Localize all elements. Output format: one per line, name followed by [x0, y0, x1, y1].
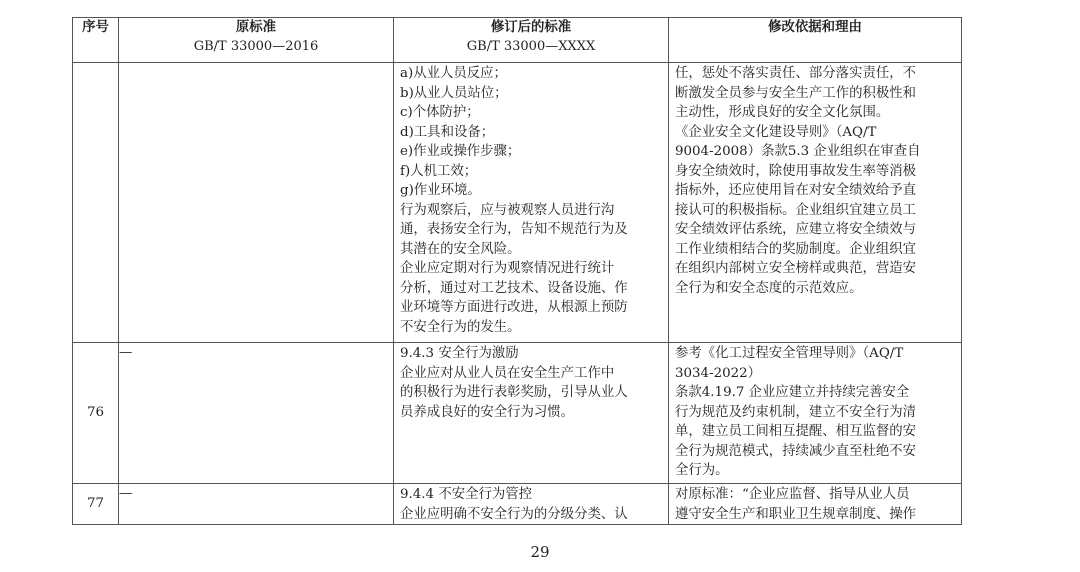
row-number: 76	[73, 343, 119, 484]
header-serial-number: 序号	[73, 18, 119, 63]
text-line: 接认可的积极指标。企业组织宜建立员工	[675, 202, 917, 218]
text-line: 9004-2008）条款5.3 企业组织在审查自	[675, 144, 921, 159]
text-line: 断激发全员参与安全生产工作的积极性和	[675, 85, 917, 101]
reason-cell	[669, 63, 962, 343]
text-line: 参考《化工过程安全管理导则》（AQ/T	[675, 346, 904, 361]
text-line: 3034-2022）	[675, 365, 762, 381]
text-line: 其潜在的安全风险。	[400, 241, 521, 257]
text-line: 行为规范及约束机制，建立不安全行为清	[675, 404, 917, 420]
reason-cell	[669, 343, 962, 484]
header-revised-title: 修订后的标准	[490, 20, 572, 35]
text-line: 9.4.4 不安全行为管控	[400, 487, 533, 502]
text-line: 企业应定期对行为观察情况进行统计	[400, 261, 615, 276]
text-line: 工作业绩相结合的奖励制度。企业组织宜	[675, 241, 917, 257]
text-line: 行为观察后，应与被观察人员进行沟	[400, 202, 615, 218]
standards-comparison-table	[72, 17, 962, 525]
reason-cell	[669, 484, 962, 525]
original-cell: —	[119, 343, 394, 484]
table-row	[73, 63, 962, 343]
table-row	[73, 343, 962, 484]
original-cell: —	[119, 484, 394, 525]
text-line: 全行为。	[675, 463, 729, 478]
text-line: 全行为规范模式，持续减少直至杜绝不安	[675, 443, 917, 459]
text-line: 分析，通过对工艺技术、设备设施、作	[400, 280, 628, 296]
header-revised-standard	[394, 18, 669, 63]
text-line: 企业应对从业人员在安全生产工作中	[400, 365, 615, 381]
text-line: 条款4.19.7 企业应建立并持续完善安全	[675, 385, 910, 400]
text-line: 对原标准：“企业应监督、指导从业人员	[675, 487, 910, 502]
text-line: 全行为和安全态度的示范效应。	[675, 280, 863, 296]
text-line: a)从业人员反应；	[400, 66, 507, 81]
text-line: 业环境等方面进行改进，从根源上预防	[400, 300, 628, 315]
table-row	[73, 484, 962, 525]
text-line: 主动性，形成良好的安全文化氛围。	[675, 105, 890, 120]
text-line: 员养成良好的安全行为习惯。	[400, 404, 575, 420]
reason-text	[669, 343, 961, 481]
revised-cell	[394, 343, 669, 484]
text-line: 的积极行为进行表彰奖励，引导从业人	[400, 385, 628, 400]
text-line: g)作业环境。	[400, 183, 481, 198]
row-number: 77	[73, 484, 119, 525]
header-original-title: 原标准	[235, 20, 277, 35]
revised-cell	[394, 484, 669, 525]
text-line: 不安全行为的发生。	[400, 319, 521, 335]
row-number	[73, 63, 119, 343]
text-line: 单，建立员工间相互提醒、相互监督的安	[675, 424, 917, 439]
page-number: 29	[530, 543, 550, 561]
text-line: e)作业或操作步骤；	[400, 144, 521, 159]
text-line: c)个体防护；	[400, 105, 480, 120]
text-line: 任，惩处不落实责任、部分落实责任，不	[675, 66, 917, 81]
text-line: b)从业人员站位；	[400, 85, 508, 101]
text-line: d)工具和设备；	[400, 124, 495, 140]
text-line: 通，表扬安全行为，告知不规范行为及	[400, 222, 628, 237]
text-line: 企业应明确不安全行为的分级分类、认	[400, 506, 628, 522]
revised-cell	[394, 63, 669, 343]
text-line: 安全绩效评估系统，应建立将安全绩效与	[675, 222, 917, 237]
text-line: 9.4.3 安全行为激励	[400, 346, 519, 361]
header-original-standard	[119, 18, 394, 63]
header-original-code: GB/T 33000—2016	[193, 38, 319, 54]
revised-text	[394, 63, 668, 337]
text-line: 指标外，还应使用旨在对安全绩效给予直	[675, 183, 917, 198]
header-reason: 修改依据和理由	[669, 18, 962, 63]
original-cell	[119, 63, 394, 343]
reason-text	[669, 484, 961, 524]
text-line: 遵守安全生产和职业卫生规章制度、操作	[675, 506, 917, 522]
header-revised-code: GB/T 33000—XXXX	[466, 38, 596, 54]
text-line: 在组织内部树立安全榜样或典范，营造安	[675, 261, 917, 276]
revised-text	[394, 343, 668, 422]
text-line: 《企业安全文化建设导则》（AQ/T	[675, 124, 877, 140]
text-line: 身安全绩效时，除使用事故发生率等消极	[675, 163, 917, 179]
revised-text	[394, 484, 668, 524]
text-line: f)人机工效；	[400, 163, 478, 179]
table-header-row	[73, 18, 962, 63]
reason-text	[669, 63, 961, 298]
